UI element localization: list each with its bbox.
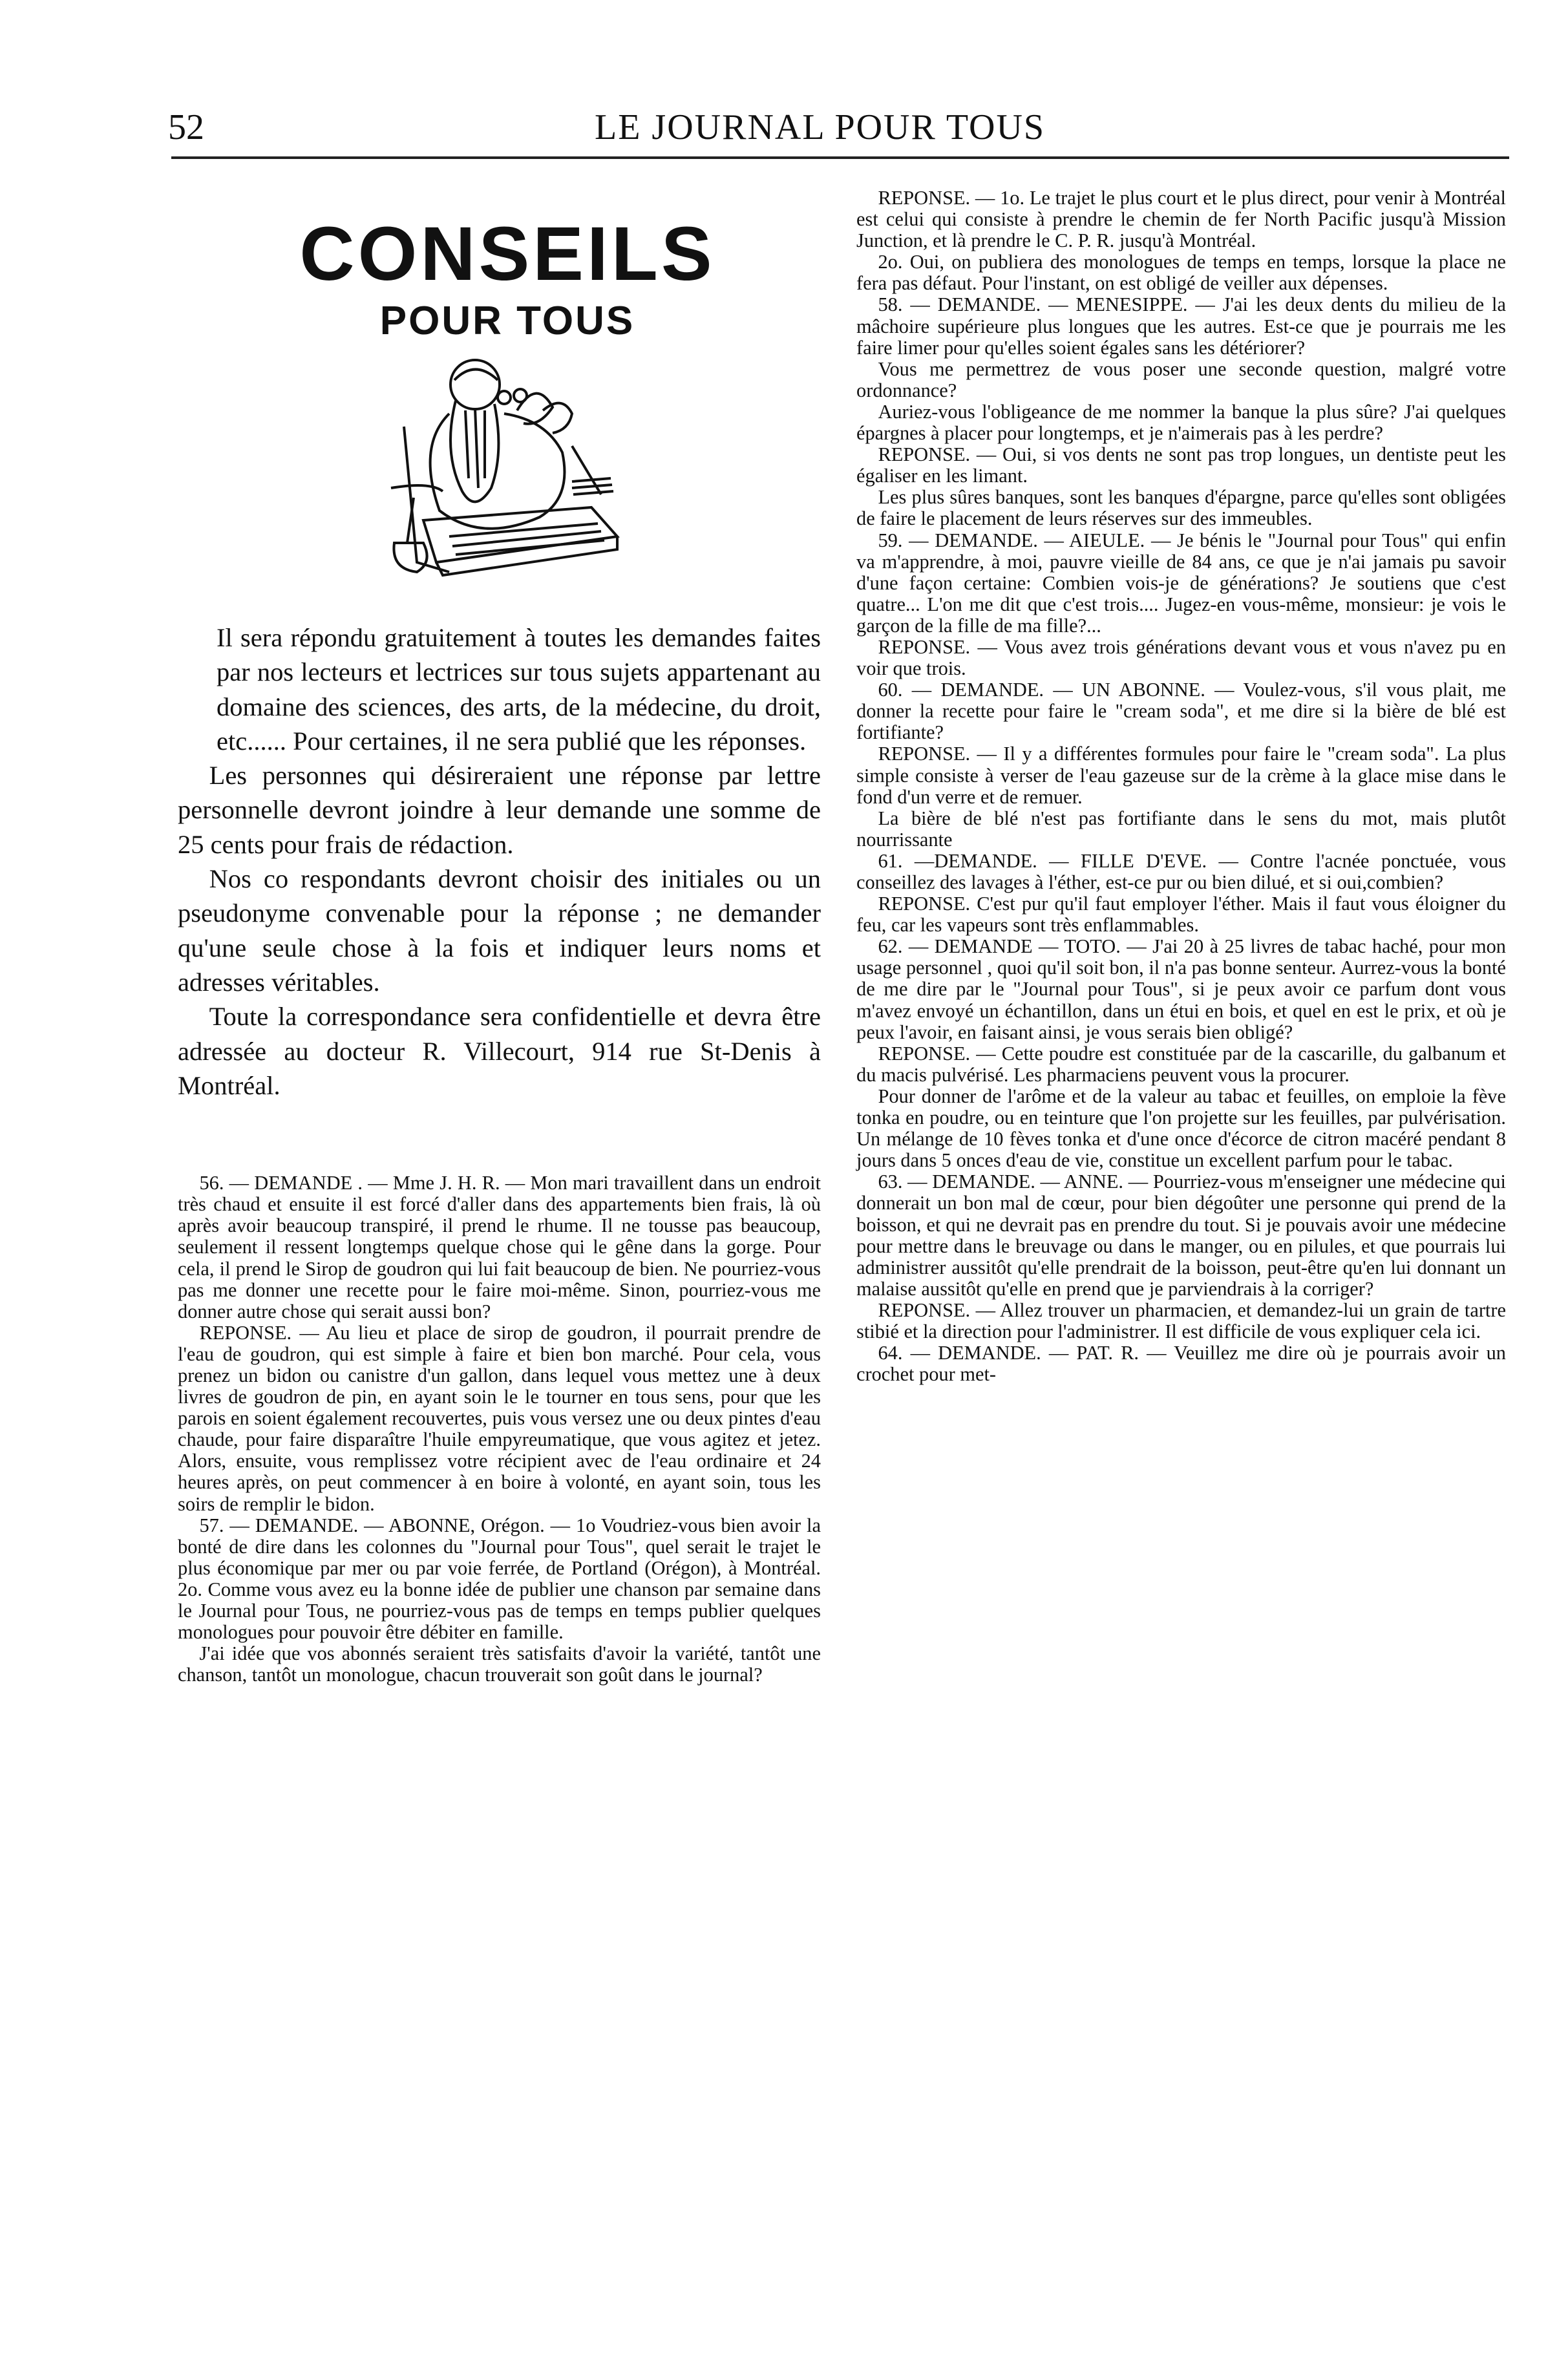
qa-paragraph: REPONSE. — Oui, si vos dents ne sont pas trop longues, un dentiste peut les égaliser en les limant. [856, 443, 1506, 487]
qa-paragraph: 63. — DEMANDE. — ANNE. — Pourriez-vous m'enseigner une médecine qui donnerait un bon mal de cœur, pour bien dégoûter une personne qui prend de la boisson, et qui ne devrait pas en prendre du tout. Si je pouvais avoir une médecine pour mettre dans le breuvage ou dans le manger, ou en pilules, et que pourrais lui administrer aussitôt qu'elle prendrait de la boisson, peut-être qu'en lui donnant un malaise aussitôt qu'elle en prend que je parviendrais à la corriger? [856, 1171, 1506, 1300]
qa-paragraph: REPONSE. — Il y a différentes formules pour faire le "cream soda". La plus simple consiste à verser de l'eau gazeuse sur de la crème à la glace mise dans le fond d'un verre et de remuer. [856, 743, 1506, 808]
qa-paragraph: REPONSE. — Allez trouver un pharmacien, et demandez-lui un grain de tartre stibié et la direction pour l'administrer. Il est difficile de vous expliquer cela ici. [856, 1298, 1506, 1342]
header-rule [171, 156, 1509, 159]
qa-paragraph: 61. —DEMANDE. — FILLE D'EVE. — Contre l'acnée ponctuée, vous conseillez des lavages à l'éther, est-ce pur ou bien dilué, et si oui,combien? [856, 849, 1506, 893]
qa-paragraph: J'ai idée que vos abonnés seraient très satisfaits d'avoir la variété, tantôt une chanson, tantôt un monologue, chacun trouverait son goût dans le journal? [178, 1642, 821, 1686]
qa-paragraph: La bière de blé n'est pas fortifiante dans le sens du mot, mais plutôt nourrissante [856, 807, 1506, 851]
right-column [856, 187, 1506, 1385]
intro-notice [178, 620, 821, 1103]
section-subtitle: POUR TOUS [379, 299, 635, 343]
page-number: 52 [168, 107, 204, 147]
scholar-illustration [378, 349, 624, 595]
intro-paragraph: Les personnes qui désireraient une réponse par lettre personnelle devront joindre à leur demande une somme de 25 cents pour frais de rédaction. [178, 761, 821, 859]
left-qa-list [178, 1172, 821, 1686]
left-column [178, 184, 821, 1686]
running-title: LE JOURNAL POUR TOUS [595, 107, 1046, 147]
intro-paragraph: Nos co respondants devront choisir des initiales ou un pseudonyme convenable pour la réponse ; ne demander qu'une seule chose à la fois et indiquer leurs noms et adresses véritables. [178, 864, 821, 997]
qa-paragraph: 62. — DEMANDE — TOTO. — J'ai 20 à 25 livres de tabac haché, pour mon usage personnel , quoi qu'il soit bon, il n'a pas bonne senteur. Aurrez-vous la bonté de me dire par le "Journal pour Tous", si je peux avoir ce parfum dont vous m'avez envoyé un échantillon, dans un étui en bois, et quel en est le prix, et où je peux l'avoir, en faisant ainsi, je vous serais bien obligé? [856, 935, 1506, 1043]
page-header [168, 107, 1512, 158]
qa-paragraph: REPONSE. — Cette poudre est constituée par de la cascarille, du galbanum et du macis pulvérisé. Les pharmaciens peuvent vous la procurer. [856, 1042, 1506, 1086]
qa-paragraph: REPONSE. — 1o. Le trajet le plus court et le plus direct, pour venir à Montréal est celui qui consiste à prendre le chemin de fer North Pacific jusqu'à Mission Junction, et là prendre le C. P. R. jusqu'à Montréal. [856, 187, 1506, 252]
qa-paragraph: REPONSE. C'est pur qu'il faut employer l'éther. Mais il faut vous éloigner du feu, car les vapeurs sont très enflammables. [856, 893, 1506, 937]
qa-paragraph: REPONSE. — Au lieu et place de sirop de goudron, il pourrait prendre de l'eau de goudron, qui est simple à faire et bien bon marché. Pour cela, vous prenez un bidon ou canistre d'un gallon, dans lequel vous mettez une à deux livres de goudron de pin, en ayant soin le le tourner en tous sens, pour que les parois en soient également recouvertes, puis vous versez une ou deux pintes d'eau chaude, pour faire disparaître l'huile empyreumatique, que vous agitez et jetez. Alors, ensuite, vous remplissez votre récipient avec de l'eau ordinaire et 24 heures après, on peut commencer à en boire à volonté, en ayant soin, tous les soirs de remplir le bidon. [178, 1321, 821, 1515]
qa-paragraph: REPONSE. — Vous avez trois générations devant vous et vous n'avez pu en voir que trois. [856, 635, 1506, 680]
qa-paragraph: 56. — DEMANDE . — Mme J. H. R. — Mon mari travaillent dans un endroit très chaud et ensuite il est forcé d'aller dans des appartements bien frais, là où après avoir beaucoup transpiré, il prend le rhume. Il ne tousse pas beaucoup, seulement il ressent longtemps quelque chose qui le gêne dans la gorge. Pour cela, il prend le Sirop de goudron qui lui fait beaucoup de bien. Ne pourriez-vous pas me donner une recette pour le faire moi-même. Sinon, pourriez-vous me donner autre chose qui serait aussi bon? [178, 1172, 821, 1322]
intro-paragraph: Il sera répondu gratuitement à toutes les demandes faites par nos lecteurs et lectrices sur tous sujets appartenant au domaine des sciences, des arts, de la médecine, du droit, etc...... Pour certaines, il ne sera publié que les réponses. [217, 623, 821, 756]
qa-paragraph: Auriez-vous l'obligeance de me nommer la banque la plus sûre? J'ai quelques épargnes à placer pour longtemps, et je n'aimerais pas à les perdre? [856, 400, 1506, 445]
qa-paragraph: 58. — DEMANDE. — MENESIPPE. — J'ai les deux dents du milieu de la mâchoire supérieure plus longues que les autres. Est-ce que je pourrais me les faire limer pour qu'elles soient égales sans les détériorer? [856, 293, 1506, 359]
qa-paragraph: 2o. Oui, on publiera des monologues de temps en temps, lorsque la place ne fera pas défaut. Pour l'instant, on est obligé de veiller aux dépenses. [856, 251, 1506, 295]
qa-paragraph: 60. — DEMANDE. — UN ABONNE. — Voulez-vous, s'il vous plait, me donner la recette pour faire le "cream soda", et me dire si la bière de blé est fortifiante? [856, 679, 1506, 744]
qa-paragraph: 59. — DEMANDE. — AIEULE. — Je bénis le "Journal pour Tous" qui enfin va m'apprendre, à moi, pauvre vieille de 84 ans, ce que je n'ai jamais pu savoir d'une façon certaine: Combien vois-je de générations? Je soutiens que c'est quatre... L'on me dit que c'est trois.... Jugez-en vous-même, monsieur: je vois le garçon de la fille de ma fille?... [856, 529, 1506, 637]
qa-paragraph: 64. — DEMANDE. — PAT. R. — Veuillez me dire où je pourrais avoir un crochet pour met- [856, 1342, 1506, 1386]
qa-paragraph: Vous me permettrez de vous poser une seconde question, malgré votre ordonnance? [856, 357, 1506, 401]
intro-paragraph: Toute la correspondance sera confidentielle et devra être adressée au docteur R. Villecourt, 914 rue St-Denis à Montréal. [178, 1002, 821, 1100]
section-title: CONSEILS [299, 211, 715, 297]
qa-paragraph: Pour donner de l'arôme et de la valeur au tabac et feuilles, on emploie la fève tonka en poudre, ou en teinture que l'on projette sur les feuilles, par pulvérisation. Un mélange de 10 fèves tonka et d'une once d'écorce de citron macéré pendant 8 jours dans 5 onces d'eau de vie, constitue un excellent parfum pour le tabac. [856, 1085, 1506, 1172]
qa-paragraph: 57. — DEMANDE. — ABONNE, Orégon. — 1o Voudriez-vous bien avoir la bonté de dire dans les colonnes du "Journal pour Tous", quel serait le trajet le plus économique par mer ou par voie ferrée, de Portland (Orégon), à Montréal. 2o. Comme vous avez eu la bonne idée de publier une chanson par semaine dans le Journal pour Tous, ne pourriez-vous pas de temps en temps publier quelques monologues pour pouvoir être débiter en famille. [178, 1514, 821, 1644]
qa-paragraph: Les plus sûres banques, sont les banques d'épargne, parce qu'elles sont obligées de faire le placement de leurs réserves sur des immeubles. [856, 486, 1506, 530]
